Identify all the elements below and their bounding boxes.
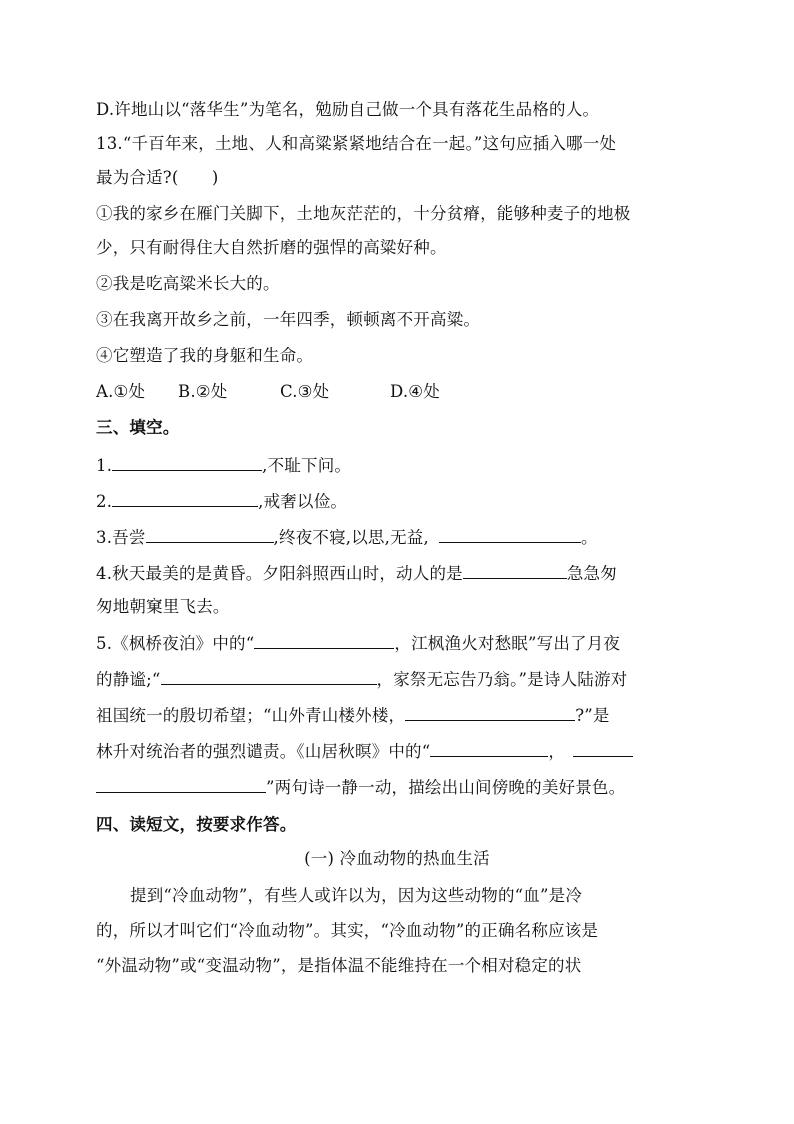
fill-5-line3 (96, 705, 610, 726)
fill-5-line1 (96, 633, 620, 654)
fill-5-line5 (96, 777, 625, 798)
fill-4-line1 (96, 563, 617, 584)
option-b[interactable]: B.②处 (178, 382, 228, 401)
fill-1-blank[interactable] (112, 455, 262, 471)
sentence-1-line2: 少，只有耐得住大自然折磨的强悍的高粱好种。 (96, 238, 447, 257)
sentence-1-line1: ①我的家乡在雁门关脚下，土地灰茫茫的，十分贫瘠，能够种麦子的地极 (96, 204, 631, 223)
fill-2 (96, 491, 347, 512)
fill-3 (96, 527, 598, 548)
passage-line-1: 提到“冷血动物”，有些人或许以为，因为这些动物的“血”是冷 (130, 886, 583, 905)
fill-3-prefix: 3.吾尝 (96, 528, 146, 547)
fill-4-line2: 匆地朝窠里飞去。 (96, 597, 230, 616)
answer-options (96, 382, 440, 402)
section-3-heading: 三、填空。 (96, 418, 180, 437)
option-c[interactable]: C.③处 (280, 382, 330, 401)
fill-5-blank-1[interactable] (254, 633, 394, 649)
fill-5-blank-4[interactable] (430, 741, 548, 757)
fill-5-line4-prefix: 林升对统治者的强烈谴责。《山居秋暝》中的“ (96, 742, 431, 761)
fill-5-blank-3[interactable] (405, 705, 575, 721)
fill-1 (96, 455, 351, 476)
section-4-heading: 四、读短文，按要求作答。 (96, 815, 297, 834)
passage-line-3: “外温动物”或“变温动物”，是指体温不能维持在一个相对稳定的状 (96, 956, 582, 975)
fill-5-blank-2[interactable] (161, 669, 377, 685)
option-a[interactable]: A.①处 (96, 382, 146, 401)
fill-3-blank-2[interactable] (439, 527, 581, 543)
sentence-3: ③在我离开故乡之前，一年四季，顿顿离不开高粱。 (96, 310, 481, 329)
sentence-4: ④它塑造了我的身躯和生命。 (96, 346, 314, 365)
fill-5-line5-suffix: ”两句诗一静一动，描绘出山间傍晚的美好景色。 (266, 778, 626, 797)
question-13-line2: 最为合适?( ) (96, 168, 219, 187)
sentence-2: ②我是吃高粱米长大的。 (96, 274, 280, 293)
option-d-text: D.许地山以“落华生”为笔名，勉励自己做一个具有落花生品格的人。 (96, 100, 600, 119)
fill-4-blank[interactable] (463, 563, 567, 579)
fill-5-blank-5b[interactable] (96, 777, 266, 793)
fill-2-suffix: ,戒奢以俭。 (258, 492, 348, 511)
fill-3-blank-1[interactable] (146, 527, 274, 543)
passage-line-2: 的，所以才叫它们“冷血动物”。其实，“冷血动物”的正确名称应该是 (96, 921, 599, 940)
fill-5-prefix: 5.《枫桥夜泊》中的“ (96, 634, 255, 653)
option-d[interactable]: D.④处 (390, 382, 440, 401)
fill-1-prefix: 1. (96, 456, 113, 475)
fill-3-suffix: 。 (580, 528, 598, 547)
fill-5-blank-5a[interactable] (573, 741, 633, 757)
fill-5-line3-prefix: 祖国统一的殷切希望；“山外青山楼外楼， (96, 706, 406, 725)
fill-5-suffix: ，江枫渔火对愁眠”写出了月夜 (394, 634, 621, 653)
fill-5-line4-comma: ， (548, 742, 566, 761)
fill-5-line3-suffix: ?”是 (575, 706, 610, 725)
fill-3-middle: ,终夜不寝,以思,无益, (273, 528, 429, 547)
passage-title: (一) 冷血动物的热血生活 (304, 849, 490, 868)
fill-4-prefix: 4.秋天最美的是黄昏。夕阳斜照西山时，动人的是 (96, 564, 463, 583)
fill-1-suffix: ,不耻下问。 (262, 456, 352, 475)
question-13-line1: 13.“千百年来，土地、人和高粱紧紧地结合在一起。”这句应插入哪一处 (96, 134, 617, 153)
fill-5-line2 (96, 669, 627, 690)
fill-5-line4 (96, 741, 633, 762)
fill-5-line2-suffix: ，家祭无忘告乃翁。”是诗人陆游对 (376, 670, 628, 689)
fill-4-suffix: 急急匆 (566, 564, 617, 583)
fill-5-line2-prefix: 的静谧;“ (96, 670, 161, 689)
fill-2-blank[interactable] (112, 491, 258, 507)
fill-2-prefix: 2. (96, 492, 113, 511)
